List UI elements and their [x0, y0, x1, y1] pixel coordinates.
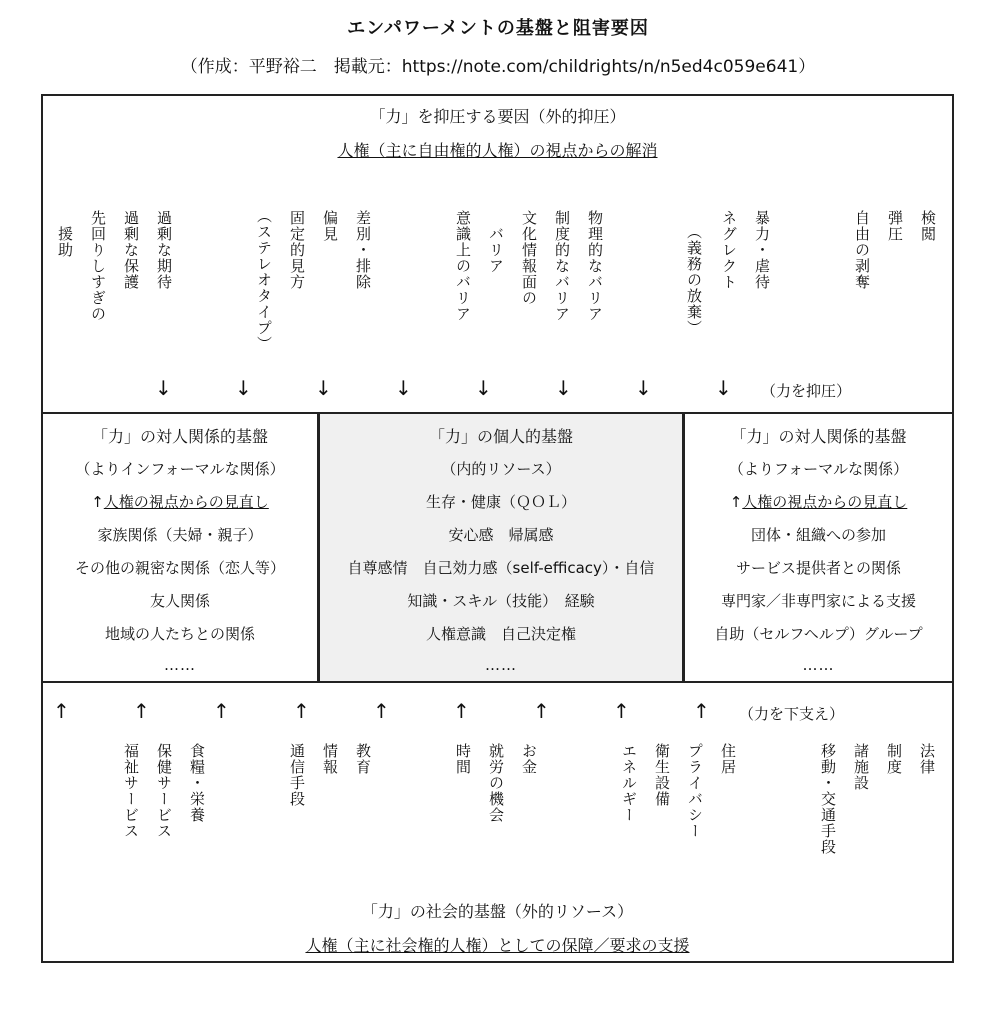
formal-item: サービス提供者との関係 — [735, 559, 901, 577]
bottom-col-employment: 就労の機会 — [487, 743, 505, 823]
up-arrow: ↑ — [453, 699, 470, 723]
top-col-overprotection: 過剰な保護 — [122, 210, 140, 290]
down-arrow: ↓ — [395, 376, 412, 400]
informal-heading: 「力」の対人関係的基盤 — [91, 427, 268, 446]
formal-review — [685, 491, 952, 512]
personal-heading: 「力」の個人的基盤 — [428, 427, 573, 446]
oppression-subheading: 人権（主に自由権的人権）の視点からの解消 — [337, 141, 658, 160]
top-col-fixed-view: 固定的見方 — [288, 210, 306, 290]
personal-sub: （内的リソース） — [441, 460, 561, 478]
formal-review-text: 人権の視点からの見直し — [742, 493, 908, 511]
bottom-col-law: 法律 — [918, 743, 936, 775]
informal-review-text: 人権の視点からの見直し — [103, 493, 269, 511]
formal-item: 団体・組織への参加 — [750, 526, 886, 544]
down-arrow: ↓ — [315, 376, 332, 400]
top-col-deprivation: 自由の剥奪 — [853, 210, 871, 290]
oppression-note: （力を抑圧） — [761, 382, 852, 400]
top-col-overexpectation: 過剰な期待 — [155, 210, 173, 290]
personal-item: 生存・健康（ＱＯＬ） — [425, 493, 576, 511]
bottom-col-time: 時間 — [454, 743, 472, 775]
personal-item: 安心感 帰属感 — [448, 526, 554, 544]
bottom-col-privacy: プライバシー — [686, 743, 704, 839]
personal-item: 人権意識 自己決定権 — [425, 625, 576, 643]
formal-ellipsis: …… — [802, 656, 835, 674]
personal-item: 知識・スキル（技能） 経験 — [407, 592, 595, 610]
up-arrow: ↑ — [693, 699, 710, 723]
informal-review — [43, 491, 317, 512]
formal-item: 専門家／非専門家による支援 — [720, 592, 916, 610]
bottom-col-food: 食糧・栄養 — [188, 743, 206, 823]
social-heading: 「力」の社会的基盤（外的リソース） — [361, 902, 634, 921]
bottom-col-sanitation: 衛生設備 — [653, 743, 671, 807]
up-arrow: ↑ — [373, 699, 390, 723]
diagram-frame — [41, 94, 954, 963]
bottom-col-transport: 移動・交通手段 — [819, 743, 837, 855]
top-col-violence: 暴力・虐待 — [753, 210, 771, 290]
up-arrow: ↑ — [293, 699, 310, 723]
informal-sub: （よりインフォーマルな関係） — [75, 460, 285, 478]
top-col-censorship: 検閲 — [919, 210, 937, 242]
top-col-prejudice: 偏見 — [321, 210, 339, 242]
bottom-col-housing: 住居 — [719, 743, 737, 775]
down-arrow: ↓ — [475, 376, 492, 400]
diagram-subtitle: （作成：平野裕二 掲載元：https://note.com/childrights/n/n5ed4c059e641） — [180, 57, 816, 77]
oppression-section — [43, 96, 952, 412]
up-arrow-icon: ↑ — [91, 493, 104, 511]
top-col-cultural-info: 文化情報面の — [520, 210, 538, 306]
bottom-col-communication: 通信手段 — [288, 743, 306, 807]
up-arrow: ↑ — [213, 699, 230, 723]
bottom-col-information: 情報 — [321, 743, 339, 775]
informal-item: 家族関係（夫婦・親子） — [97, 526, 263, 544]
oppression-heading: 「力」を抑圧する要因（外的抑圧） — [369, 107, 626, 126]
bottom-col-institutions: 制度 — [885, 743, 903, 775]
personal-ellipsis: …… — [485, 656, 517, 674]
down-arrow: ↓ — [235, 376, 252, 400]
up-arrow: ↑ — [613, 699, 630, 723]
formal-relations-box — [685, 414, 952, 681]
bottom-col-education: 教育 — [354, 743, 372, 775]
up-arrow: ↑ — [133, 699, 150, 723]
informal-item: その他の親密な関係（恋人等） — [74, 559, 285, 577]
down-arrow: ↓ — [715, 376, 732, 400]
informal-item: 地域の人たちとの関係 — [104, 625, 255, 643]
up-arrow: ↑ — [533, 699, 550, 723]
top-col-physical-barrier: 物理的なバリア — [586, 210, 604, 322]
top-col-barrier: バリア — [487, 226, 505, 274]
formal-heading: 「力」の対人関係的基盤 — [730, 427, 907, 446]
bottom-col-welfare: 福祉サービス — [122, 743, 140, 839]
top-col-discrimination: 差別・排除 — [354, 210, 372, 290]
top-col-neglect: ネグレクト — [720, 210, 738, 290]
top-col-awareness-barrier: 意識上のバリア — [454, 210, 472, 322]
down-arrow: ↓ — [555, 376, 572, 400]
foundation-row — [43, 412, 952, 683]
up-arrow-icon: ↑ — [729, 493, 743, 511]
support-note: （力を下支え） — [739, 705, 845, 723]
informal-item: 友人関係 — [149, 592, 210, 610]
top-col-assistance: 援助 — [56, 226, 74, 258]
down-arrow: ↓ — [155, 376, 172, 400]
social-foundation-section — [43, 683, 952, 961]
bottom-col-health: 保健サービス — [155, 743, 173, 839]
up-arrow: ↑ — [53, 699, 70, 723]
top-col-institutional-barrier: 制度的なバリア — [553, 210, 571, 322]
personal-foundation-box — [317, 414, 685, 681]
formal-item: 自助（セルフヘルプ）グループ — [714, 625, 923, 643]
bottom-col-facilities: 諸施設 — [852, 743, 870, 791]
social-subheading: 人権（主に社会権的人権）としての保障／要求の支援 — [305, 936, 690, 955]
diagram-title: エンパワーメントの基盤と阻害要因 — [347, 18, 649, 39]
top-col-abandonment: （義務の放棄） — [685, 224, 703, 336]
top-col-stereotype: （ステレオタイプ） — [255, 208, 273, 352]
informal-ellipsis: …… — [164, 656, 196, 674]
bottom-col-energy: エネルギー — [620, 743, 638, 823]
informal-relations-box — [43, 414, 317, 681]
down-arrow: ↓ — [635, 376, 652, 400]
personal-item: 自尊感情 自己効力感（self-efficacy）・自信 — [347, 559, 655, 577]
top-col-preempting: 先回りしすぎの — [89, 210, 107, 322]
formal-sub: （よりフォーマルな関係） — [728, 460, 909, 478]
bottom-col-money: お金 — [520, 743, 538, 775]
top-col-suppression: 弾圧 — [886, 210, 904, 242]
